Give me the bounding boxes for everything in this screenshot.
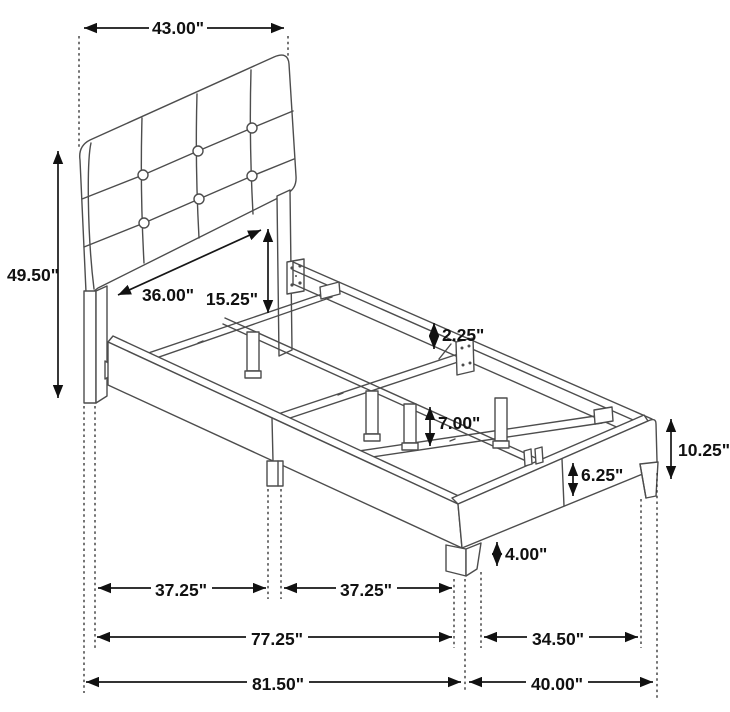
center-leg-4 <box>495 398 507 441</box>
headboard-front-leg <box>84 286 107 403</box>
center-leg-2 <box>366 391 378 434</box>
dim-label-side-rail-height: 6.25" <box>581 465 624 485</box>
foot-corner-leg-rear <box>640 462 658 498</box>
center-leg-2-foot <box>364 434 380 441</box>
dim-center-leg-height <box>430 407 480 446</box>
headboard <box>80 55 296 294</box>
dim-label-headboard-width: 43.00" <box>151 18 205 38</box>
footboard-tab-1 <box>524 449 532 466</box>
dim-label-center-leg-height: 7.00" <box>438 413 481 433</box>
center-leg-1-foot <box>245 371 261 378</box>
dim-label-overall-length: 81.50" <box>251 674 305 694</box>
dim-overall-height <box>7 151 59 398</box>
dim-span-front-left <box>98 578 266 600</box>
center-leg-3-foot <box>402 443 418 450</box>
center-leg-1 <box>247 332 259 371</box>
dim-label-headboard-to-slat: 15.25" <box>205 289 258 309</box>
dim-span-front-right <box>284 578 452 600</box>
center-leg-4-foot <box>493 441 509 448</box>
rail-center-leg <box>267 461 283 486</box>
dim-label-overall-width: 40.00" <box>530 674 584 694</box>
center-leg-3 <box>404 404 416 443</box>
dim-foot-leg-height <box>497 542 547 566</box>
dim-headboard-width <box>84 16 284 39</box>
headboard-panel <box>80 55 296 294</box>
dim-label-span-front-left: 37.25" <box>154 580 208 600</box>
dim-label-rail-span: 77.25" <box>250 629 304 649</box>
dim-footboard-height <box>671 419 730 479</box>
dim-label-footboard-span: 34.50" <box>531 629 585 649</box>
dim-label-footboard-height: 10.25" <box>678 440 730 460</box>
dim-rail-span <box>97 627 452 649</box>
dim-label-foot-leg-height: 4.00" <box>505 544 548 564</box>
rail-seam <box>272 418 273 461</box>
dim-label-slat-rail-height: 2.25" <box>442 325 485 345</box>
foot-corner-leg-front <box>446 543 481 576</box>
dim-footboard-span <box>484 627 638 649</box>
dim-label-span-front-right: 37.25" <box>339 580 393 600</box>
footboard-tab-2 <box>535 447 543 464</box>
dim-overall-width <box>469 672 653 694</box>
dim-overall-length <box>86 672 461 694</box>
dim-label-headboard-span: 36.00" <box>141 285 195 305</box>
dim-label-overall-height: 49.50" <box>6 265 60 285</box>
